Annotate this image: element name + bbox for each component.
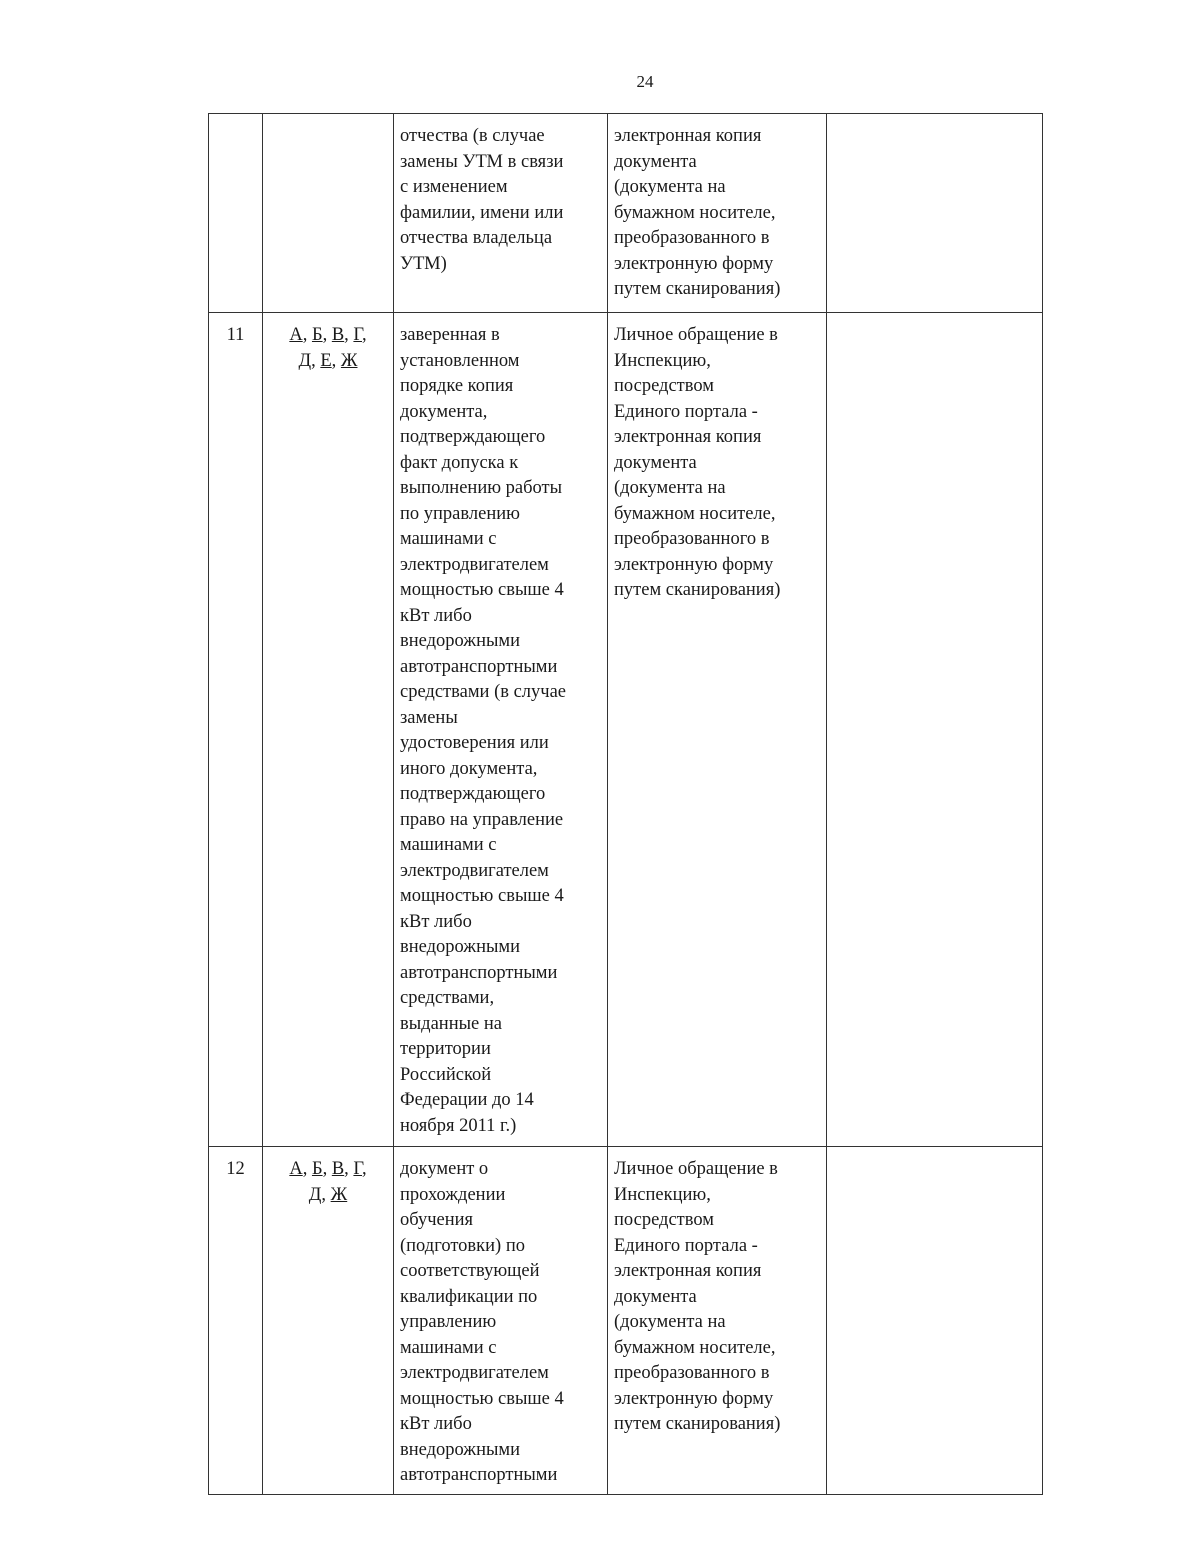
cell-text-line: документ о [400,1159,489,1179]
document-cell [394,1147,608,1495]
cell-text-line: замены [400,707,458,728]
method-cell [608,114,827,313]
cell-text-line: посредством [614,1210,714,1230]
cell-text-line: Единого портала - [614,1235,758,1256]
cell-text-line: посредством [614,376,714,396]
cell-text-line: средствами, [400,988,495,1008]
documents-table [208,113,1043,1495]
cell-text-line: кВт либо [400,911,472,932]
cell-text-line: автотранспортными [400,656,558,677]
cell-text-line: Федерации до 14 [400,1090,534,1110]
cell-text-line: преобразованного в [614,1363,770,1383]
cell-text-line: право на управление [400,809,564,830]
cell-text-line: электронная копия [614,427,762,447]
cell-text-line: Единого портала - [614,401,758,422]
category-link[interactable]: Е [320,350,332,371]
cell-text-line: машинами с [400,835,497,855]
cell-text-line: преобразованного в [614,529,770,549]
cell-text-line: прохождении [400,1184,506,1205]
category-link[interactable]: Д [308,1184,322,1205]
category-link[interactable]: Г [353,325,363,345]
cell-text-line: бумажном носителе, [614,503,776,524]
table-row [209,313,1043,1147]
cell-text-line: бумажном носителе, [614,1337,776,1358]
cell-text-line: бумажном носителе, [614,202,776,223]
cell-text-line: с изменением [400,177,508,197]
row-number-cell: 12 [209,1147,263,1495]
document-cell [394,114,608,313]
cell-text-line: мощностью свыше 4 [400,886,564,906]
row-number-cell [209,114,263,313]
cell-text-line: ноября 2011 г.) [400,1115,517,1136]
cell-text-line: документа [614,452,697,473]
category-link[interactable]: Б [311,325,323,345]
category-link[interactable]: Б [311,1159,323,1179]
cell-text-line: электронная копия [614,1261,762,1281]
cell-text-line: Личное обращение в [614,1159,778,1179]
cell-text-line: кВт либо [400,1414,472,1434]
cell-text-line: выданные на [400,1013,502,1034]
cell-text-line: электронную форму [614,253,774,274]
cell-text-line: электронную форму [614,554,774,575]
cell-text-line: Инспекцию, [614,1184,711,1205]
cell-text-line: машинами с [400,1337,497,1358]
cell-text-line: мощностью свыше 4 [400,580,564,600]
cell-text-line: квалификации по [400,1286,538,1307]
cell-text-line: (документа на [614,478,726,498]
cell-text-line: мощностью свыше 4 [400,1388,564,1409]
cell-text-line: Личное обращение в [614,325,778,345]
cell-text-line: территории [400,1039,491,1059]
cell-text-line: электродвигателем [400,1363,549,1383]
cell-text-line: внедорожными [400,631,521,651]
category-link[interactable]: В [331,1159,345,1179]
category-link[interactable]: А [289,1159,303,1179]
cell-text-line: преобразованного в [614,228,770,248]
cell-text-line: управлению [400,1312,497,1332]
cell-text-line: замены УТМ в связи [400,151,564,172]
cell-text-line: удостоверения или [400,733,549,753]
table-row [209,114,1043,313]
category-link[interactable]: Г [353,1159,363,1179]
cell-text-line: подтверждающего [400,784,546,804]
cell-text-line: Инспекцию, [614,350,711,371]
cell-text-line: порядке копия [400,376,514,396]
cell-text-line: машинами с [400,529,497,549]
category-link[interactable]: Д [298,350,312,371]
cell-text-line: путем сканирования) [614,1414,781,1434]
cell-text-line: подтверждающего [400,427,546,447]
cell-text-line: средствами (в случае [400,682,567,702]
categories-cell [263,114,394,313]
row-number-cell: 11 [209,313,263,1147]
categories-cell: А, Б, В, Г, Д, Ж [263,1147,394,1495]
cell-text-line: документа [614,1286,697,1307]
cell-text-line: электронную форму [614,1388,774,1409]
cell-text-line: кВт либо [400,605,472,626]
note-cell [827,313,1043,1147]
document-cell [394,313,608,1147]
cell-text-line: выполнению работы [400,478,563,498]
cell-text-line: установленном [400,350,520,371]
cell-text-line: путем сканирования) [614,279,781,299]
table-row [209,1147,1043,1495]
cell-text-line: внедорожными [400,937,521,957]
cell-text-line: фамилии, имени или [400,202,564,223]
cell-text-line: обучения [400,1210,474,1230]
category-link[interactable]: А [289,325,303,345]
cell-text-line: (документа на [614,177,726,197]
cell-text-line: автотранспортными [400,1465,558,1485]
cell-text-line: иного документа, [400,758,538,779]
cell-text-line: (документа на [614,1312,726,1332]
cell-text-line: автотранспортными [400,962,558,983]
cell-text-line: факт допуска к [400,452,519,473]
method-cell [608,1147,827,1495]
method-cell [608,313,827,1147]
cell-text-line: электронная копия [614,126,762,146]
cell-text-line: путем сканирования) [614,580,781,600]
cell-text-line: (подготовки) по [400,1235,525,1256]
cell-text-line: внедорожными [400,1439,521,1460]
category-link[interactable]: Ж [330,1184,348,1205]
cell-text-line: отчества владельца [400,228,553,248]
cell-text-line: документа [614,151,697,172]
category-link[interactable]: Ж [340,350,358,371]
cell-text-line: УТМ) [400,253,447,274]
cell-text-line: по управлению [400,503,520,524]
cell-text-line: Российской [400,1064,492,1085]
cell-text-line: электродвигателем [400,860,549,881]
categories-cell: А, Б, В, Г, Д, Е, Ж [263,313,394,1147]
page-number: 24 [636,72,654,91]
cell-text-line: соответствующей [400,1261,540,1281]
category-link[interactable]: В [331,325,345,345]
cell-text-line: документа, [400,401,488,422]
cell-text-line: отчества (в случае [400,126,545,146]
note-cell [827,114,1043,313]
note-cell [827,1147,1043,1495]
cell-text-line: электродвигателем [400,554,549,575]
cell-text-line: заверенная в [400,325,500,345]
